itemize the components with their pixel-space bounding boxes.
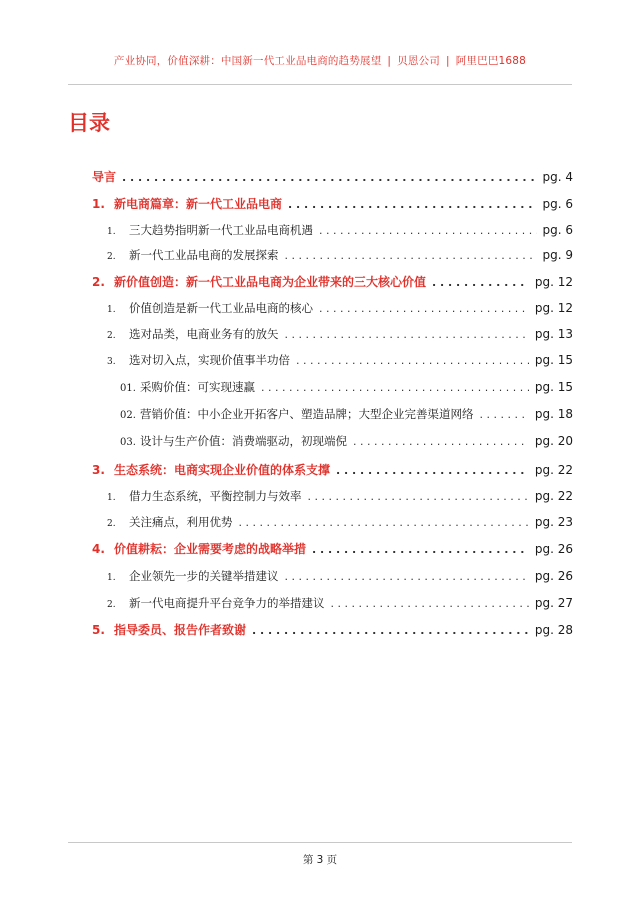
toc-entry-text: 选对切入点，实现价值事半功倍 — [129, 353, 290, 367]
toc-entry-text: 导言 — [92, 170, 117, 184]
toc-entry-number: 02. — [120, 410, 136, 421]
dot-leader — [331, 594, 529, 614]
toc-entry-page: pg. 4 — [542, 170, 573, 184]
toc-entry-page: pg. 26 — [534, 569, 573, 583]
dot-leader — [319, 299, 529, 319]
toc-entry-page: pg. 27 — [534, 596, 573, 610]
toc-entry-text: 新电商篇章：新一代工业品电商 — [114, 197, 283, 211]
toc-entry-page: pg. 28 — [534, 623, 573, 637]
toc-entry-section-2-3[interactable] — [107, 350, 573, 370]
dot-leader — [432, 273, 529, 293]
toc-entry-text: 设计与生产价值：消费端驱动，初现端倪 — [140, 434, 347, 448]
toc-entry-chapter-5[interactable] — [92, 620, 573, 640]
dot-leader — [285, 567, 529, 587]
toc-entry-page: pg. 22 — [534, 463, 573, 477]
toc-entry-chapter-3[interactable] — [92, 460, 573, 480]
dot-leader — [312, 540, 529, 560]
toc-entry-page: pg. 15 — [534, 380, 573, 394]
toc-entry-subsection-2-3-1[interactable] — [120, 377, 573, 397]
dot-leader — [122, 168, 536, 188]
toc-entry-page: pg. 18 — [534, 407, 573, 421]
toc-entry-section-2-2[interactable] — [107, 324, 573, 344]
dot-leader — [353, 432, 529, 452]
header-org-bain: 贝恩公司 — [397, 55, 440, 67]
toc-entry-number: 01. — [120, 383, 136, 394]
toc-entry-subsection-2-3-3[interactable] — [120, 431, 573, 451]
dot-leader — [285, 325, 529, 345]
toc-entry-section-4-2[interactable] — [107, 593, 573, 613]
toc-entry-page: pg. 20 — [534, 434, 573, 448]
toc-entry-number: 1. — [107, 227, 116, 237]
toc-entry-section-3-1[interactable] — [107, 486, 573, 506]
toc-entry-number: 1. — [107, 493, 116, 503]
toc-entry-section-1-1[interactable] — [107, 220, 573, 240]
toc-entry-page: pg. 23 — [534, 515, 573, 529]
toc-entry-intro[interactable] — [92, 167, 573, 187]
toc-entry-text: 选对品类，电商业务有的放矢 — [129, 327, 279, 341]
dot-leader — [319, 221, 537, 241]
toc-entry-page: pg. 22 — [534, 489, 573, 503]
toc-entry-text: 新一代工业品电商的发展探索 — [129, 248, 279, 262]
toc-entry-text: 价值创造是新一代工业品电商的核心 — [129, 301, 313, 315]
toc-title: 目录 — [68, 111, 110, 135]
toc-entry-page: pg. 26 — [534, 542, 573, 556]
toc-entry-number: 2. — [92, 275, 105, 289]
dot-leader — [296, 351, 529, 371]
toc-entry-number: 03. — [120, 437, 136, 448]
toc-entry-page: pg. 12 — [534, 301, 573, 315]
toc-entry-text: 新一代电商提升平台竞争力的举措建议 — [129, 596, 325, 610]
dot-leader — [336, 461, 529, 481]
dot-leader — [261, 378, 529, 398]
toc-entry-number: 1. — [107, 573, 116, 583]
header-separator: | — [445, 55, 450, 67]
toc-entry-section-4-1[interactable] — [107, 566, 573, 586]
toc-entry-text: 新价值创造：新一代工业品电商为企业带来的三大核心价值 — [114, 275, 427, 289]
toc-entry-text: 企业领先一步的关键举措建议 — [129, 569, 279, 583]
header-separator: | — [387, 55, 392, 67]
header-org-alibaba: 阿里巴巴1688 — [455, 55, 527, 67]
toc-entry-page: pg. 6 — [542, 223, 573, 237]
toc-entry-number: 2. — [107, 331, 116, 341]
toc-entry-text: 三大趋势指明新一代工业品电商机遇 — [129, 223, 313, 237]
toc-entry-number: 5. — [92, 623, 105, 637]
dot-leader — [288, 195, 536, 215]
toc-entry-number: 4. — [92, 542, 105, 556]
dot-leader — [480, 405, 529, 425]
toc-entry-page: pg. 6 — [542, 197, 573, 211]
toc-entry-text: 借力生态系统，平衡控制力与效率 — [129, 489, 302, 503]
toc-entry-number: 2. — [107, 252, 116, 262]
dot-leader — [308, 487, 529, 507]
toc-entry-subsection-2-3-2[interactable] — [120, 404, 573, 424]
toc-entry-chapter-4[interactable] — [92, 539, 573, 559]
toc-entry-number: 3. — [107, 357, 116, 367]
toc-entry-page: pg. 12 — [534, 275, 573, 289]
toc-entry-text: 采购价值：可实现速赢 — [140, 380, 255, 394]
toc-entry-number: 2. — [107, 519, 116, 529]
toc-entry-number: 1. — [107, 305, 116, 315]
toc-entry-text: 生态系统：电商实现企业价值的体系支撑 — [114, 463, 331, 477]
toc-entry-text: 价值耕耘：企业需要考虑的战略举措 — [114, 542, 307, 556]
header-rule — [68, 84, 572, 85]
toc-entry-chapter-2[interactable] — [92, 272, 573, 292]
dot-leader — [285, 246, 537, 266]
running-header — [0, 53, 640, 68]
toc-entry-text: 营销价值：中小企业开拓客户、塑造品牌；大型企业完善渠道网络 — [140, 407, 474, 421]
toc-entry-number: 2. — [107, 600, 116, 610]
footer-rule — [68, 842, 572, 843]
toc-entry-section-1-2[interactable] — [107, 245, 573, 265]
toc-entry-text: 指导委员、报告作者致谢 — [114, 623, 247, 637]
toc-entry-page: pg. 9 — [542, 248, 573, 262]
page-number: 第 3 页 — [302, 854, 338, 866]
toc-entry-page: pg. 13 — [534, 327, 573, 341]
dot-leader — [239, 513, 529, 533]
toc-entry-text: 关注痛点，利用优势 — [129, 515, 233, 529]
toc-entry-chapter-1[interactable] — [92, 194, 573, 214]
header-title: 产业协同，价值深耕：中国新一代工业品电商的趋势展望 — [113, 55, 382, 67]
toc-entry-number: 1. — [92, 197, 105, 211]
toc-entry-page: pg. 15 — [534, 353, 573, 367]
toc-entry-section-3-2[interactable] — [107, 512, 573, 532]
toc-entry-number: 3. — [92, 463, 105, 477]
toc-entry-section-2-1[interactable] — [107, 298, 573, 318]
dot-leader — [252, 621, 529, 641]
